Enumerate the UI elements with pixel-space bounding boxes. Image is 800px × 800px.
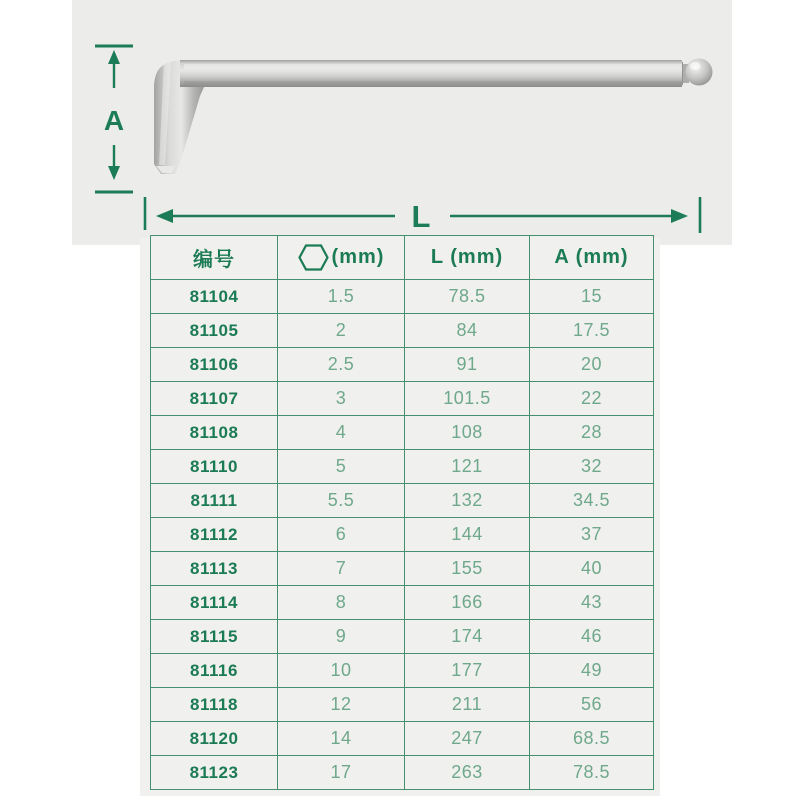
part-number: 81113 (151, 552, 278, 585)
table-row (151, 721, 653, 755)
spec-table (150, 235, 654, 790)
length-value: 144 (405, 518, 530, 551)
length-value: 84 (405, 314, 530, 347)
table-row (151, 619, 653, 653)
header-hex-size (278, 236, 405, 279)
spec-table-header (151, 236, 653, 279)
arm-length-value: 46 (580, 626, 603, 646)
length-value: 211 (405, 688, 530, 721)
hex-size-value: 17 (278, 756, 405, 789)
part-number: 81106 (151, 348, 278, 381)
length-value: 174 (405, 620, 530, 653)
hex-key-image (154, 59, 713, 175)
arm-length-value: 78.5 (572, 762, 611, 782)
table-row (151, 687, 653, 721)
table-row (151, 449, 653, 483)
arm-length-value: 15 (580, 286, 603, 306)
product-diagram (72, 0, 732, 245)
hex-size-value: 4 (278, 416, 405, 449)
spec-table-body (151, 279, 653, 789)
length-value: 177 (405, 654, 530, 687)
hex-size-value: 10 (278, 654, 405, 687)
part-number: 81104 (151, 280, 278, 313)
table-row (151, 313, 653, 347)
dimension-l (145, 197, 700, 234)
table-row (151, 347, 653, 381)
table-row (151, 381, 653, 415)
part-number: 81107 (151, 382, 278, 415)
length-value: 121 (405, 450, 530, 483)
part-number: 81108 (151, 416, 278, 449)
header-hex-size-label: (mm) (331, 246, 385, 268)
length-value: 155 (405, 552, 530, 585)
part-number: 81114 (151, 586, 278, 619)
length-value: 101.5 (405, 382, 530, 415)
part-number: 81111 (151, 484, 278, 517)
hex-size-value: 5.5 (278, 484, 405, 517)
arm-length-value: 34.5 (572, 490, 611, 510)
hexagon-icon (298, 244, 329, 271)
table-row (151, 517, 653, 551)
hex-size-value: 8 (278, 586, 405, 619)
hex-size-value: 9 (278, 620, 405, 653)
hex-size-value: 2 (278, 314, 405, 347)
table-row (151, 653, 653, 687)
header-length (405, 236, 530, 279)
part-number: 81110 (151, 450, 278, 483)
header-arm-length (530, 236, 653, 279)
arm-length-value: 68.5 (572, 728, 611, 748)
table-row (151, 551, 653, 585)
table-row (151, 755, 653, 789)
header-part-number (151, 236, 278, 279)
hex-size-value: 2.5 (278, 348, 405, 381)
part-number: 81112 (151, 518, 278, 551)
part-number: 81116 (151, 654, 278, 687)
dimension-a (95, 46, 133, 192)
dim-l-label: L (411, 199, 431, 234)
length-value: 91 (405, 348, 530, 381)
part-number: 81123 (151, 756, 278, 789)
length-value: 166 (405, 586, 530, 619)
arm-length-value: 28 (580, 422, 603, 442)
header-part-number-label: 编号 (193, 249, 235, 271)
arm-length-value: 32 (580, 456, 603, 476)
arm-length-value: 43 (580, 592, 603, 612)
arm-length-value: 56 (580, 694, 603, 714)
hex-size-value: 12 (278, 688, 405, 721)
hex-size-value: 5 (278, 450, 405, 483)
part-number: 81105 (151, 314, 278, 347)
hex-size-value: 6 (278, 518, 405, 551)
hex-size-value: 14 (278, 722, 405, 755)
part-number: 81118 (151, 688, 278, 721)
arm-length-value: 22 (580, 388, 603, 408)
arm-length-value: 17.5 (572, 320, 611, 340)
length-value: 132 (405, 484, 530, 517)
arm-length-value: 20 (580, 354, 603, 374)
table-row (151, 279, 653, 313)
dim-a-label: A (103, 105, 125, 136)
part-number: 81120 (151, 722, 278, 755)
arm-length-value: 37 (580, 524, 603, 544)
arm-length-value: 49 (580, 660, 603, 680)
product-photo-area (72, 0, 732, 245)
header-length-label: L (mm) (430, 246, 504, 268)
table-row (151, 585, 653, 619)
length-value: 78.5 (405, 280, 530, 313)
hex-size-value: 1.5 (278, 280, 405, 313)
arm-length-value: 40 (580, 558, 603, 578)
part-number: 81115 (151, 620, 278, 653)
hex-size-value: 7 (278, 552, 405, 585)
table-row (151, 483, 653, 517)
hex-size-value: 3 (278, 382, 405, 415)
length-value: 108 (405, 416, 530, 449)
length-value: 263 (405, 756, 530, 789)
header-arm-length-label: A (mm) (554, 246, 629, 268)
table-row (151, 415, 653, 449)
length-value: 247 (405, 722, 530, 755)
